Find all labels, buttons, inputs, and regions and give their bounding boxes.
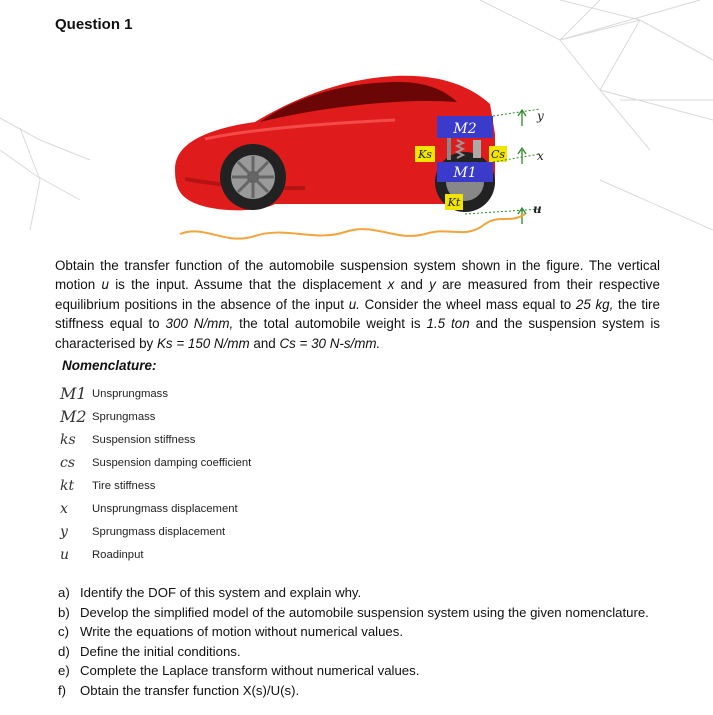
nom-description: Roadinput [92, 548, 144, 561]
nomenclature-item [60, 405, 320, 428]
task-item [58, 585, 698, 605]
question-title: Question 1 [55, 16, 133, 33]
nom-symbol: y [60, 523, 68, 540]
nom-description: Unsprungmass displacement [92, 502, 238, 515]
nom-symbol: kt [60, 477, 75, 494]
task-item [58, 644, 698, 664]
task-text: Write the equations of motion without numerical values. [80, 624, 404, 639]
label-kt: Kt [447, 196, 461, 209]
nom-description: Tire stiffness [92, 479, 156, 492]
task-list [58, 585, 698, 702]
label-x: x [537, 149, 544, 163]
task-label: d) [58, 643, 70, 659]
label-m2: M2 [453, 121, 477, 137]
task-label: e) [58, 663, 70, 678]
nom-description: Suspension stiffness [92, 433, 196, 446]
nomenclature-item [60, 428, 320, 451]
label-ks: Ks [418, 148, 432, 161]
task-item [58, 683, 698, 703]
nomenclature-item [60, 543, 320, 566]
task-label: c) [58, 624, 69, 639]
label-u: u [533, 202, 542, 216]
nom-symbol: M2 [60, 407, 87, 426]
nom-description: Suspension damping coefficient [92, 456, 252, 469]
nomenclature-item [60, 520, 320, 543]
task-label: f) [58, 682, 67, 698]
task-text: Develop the simplified model of the automobile suspension system using the given nomenclature. [80, 604, 649, 620]
task-text: Identify the DOF of this system and explain why. [80, 585, 362, 600]
nomenclature-item [60, 474, 320, 497]
nom-symbol: ks [60, 431, 76, 448]
nom-description: Sprungmass [92, 410, 156, 423]
nom-symbol: u [60, 546, 70, 563]
nom-symbol: M1 [60, 384, 87, 403]
nom-symbol: x [60, 500, 68, 517]
problem-statement: Obtain the transfer function of the automobile suspension system shown in the figure. The vertical motion u is the input. Assume that the displacement x and y are measured from their respective equilibrium positions in the absence of the input u. Consider the wheel mass equal to 25 kg, the tire stiffness equal to 300 N/mm, the total automobile weight is 1.5 ton and the suspension system is characterised by Ks = 150 N/mm and Cs = 30 N-s/mm. [55, 258, 660, 351]
nomenclature-list [60, 382, 320, 566]
task-item [58, 663, 698, 683]
nomenclature-item [60, 497, 320, 520]
label-cs: Cs [490, 148, 506, 161]
task-text: Obtain the transfer function X(s)/U(s). [80, 682, 300, 698]
nomenclature-item [60, 382, 320, 405]
task-label: b) [58, 604, 70, 620]
task-text: Define the initial conditions. [80, 643, 241, 659]
suspension-figure [165, 64, 575, 259]
task-item [58, 605, 698, 625]
task-text: Complete the Laplace transform without numerical values. [80, 663, 420, 678]
nomenclature-title: Nomenclature: [62, 358, 157, 373]
nom-description: Unsprungmass [92, 387, 168, 400]
task-label: a) [58, 585, 70, 600]
task-item [58, 624, 698, 644]
nom-symbol: cs [60, 454, 76, 471]
nomenclature-item [60, 451, 320, 474]
label-m1: M1 [453, 165, 477, 181]
label-y: y [537, 109, 544, 123]
nom-description: Sprungmass displacement [92, 525, 226, 538]
